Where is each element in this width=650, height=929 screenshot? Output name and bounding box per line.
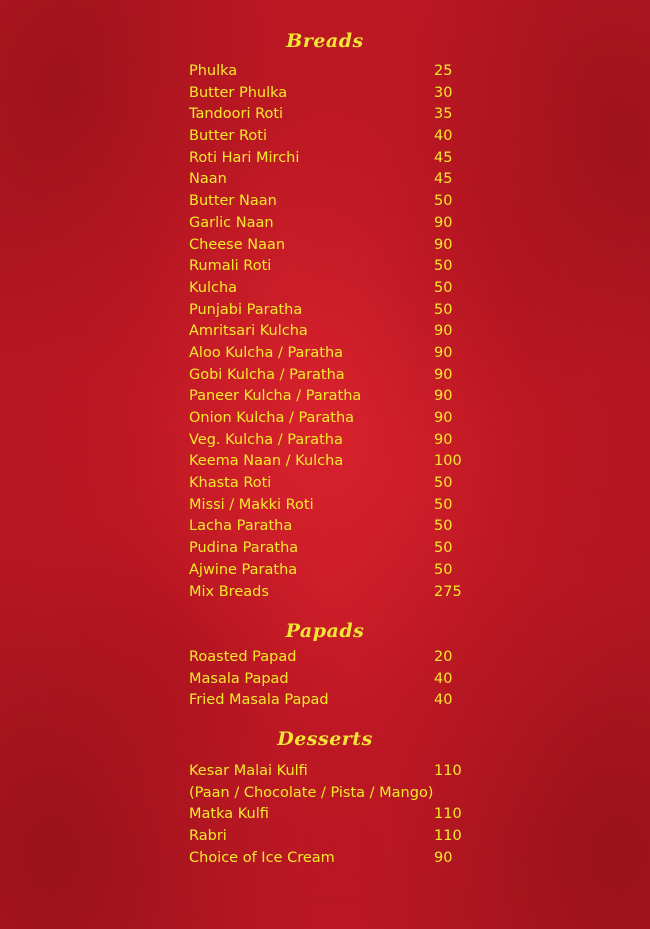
- item-price: 275: [434, 583, 462, 600]
- menu-item: [189, 126, 489, 148]
- menu-item: [189, 451, 489, 473]
- item-price: 50: [434, 475, 453, 492]
- item-name: Roasted Papad: [189, 649, 297, 665]
- item-name: Choice of Ice Cream: [189, 849, 335, 866]
- menu-item: [189, 104, 489, 126]
- item-name: Matka Kulfi: [189, 806, 269, 823]
- menu-item: [189, 343, 489, 365]
- menu-item: [189, 538, 489, 560]
- item-price: 110: [434, 806, 462, 823]
- papads-list: [189, 647, 489, 712]
- item-name: Aloo Kulcha / Paratha: [189, 344, 344, 361]
- item-price: 110: [434, 763, 462, 779]
- item-name: Butter Naan: [189, 193, 277, 210]
- menu-item: [189, 430, 489, 452]
- menu-item: [189, 365, 489, 387]
- item-price: 35: [434, 106, 453, 123]
- menu-item: [189, 213, 489, 235]
- desserts-list: [189, 761, 489, 869]
- item-name: Cheese Naan: [189, 236, 286, 253]
- menu-item: [189, 148, 489, 170]
- item-name: Missi / Makki Roti: [189, 496, 314, 513]
- item-name: Gobi Kulcha / Paratha: [189, 366, 345, 383]
- item-name: Punjabi Paratha: [189, 301, 303, 318]
- item-price: 50: [434, 561, 453, 578]
- item-price: 50: [434, 518, 453, 535]
- item-price: 30: [434, 84, 453, 101]
- item-price: 90: [434, 849, 453, 866]
- item-name: Masala Papad: [189, 670, 289, 687]
- menu-item: [189, 256, 489, 278]
- item-price: 100: [434, 453, 462, 470]
- item-name: Ajwine Paratha: [189, 561, 298, 578]
- menu-item: [189, 690, 489, 712]
- menu-item: [189, 582, 489, 604]
- item-name: Lacha Paratha: [189, 518, 293, 535]
- item-price: 110: [434, 828, 462, 845]
- item-name: Kulcha: [189, 279, 238, 296]
- item-name: Roti Hari Mirchi: [189, 149, 300, 166]
- item-name: Keema Naan / Kulcha: [189, 453, 344, 470]
- kulfi-flavours-note: (Paan / Chocolate / Pista / Mango): [189, 784, 434, 801]
- menu-item: [189, 235, 489, 257]
- section-title-papads: Papads: [285, 620, 365, 642]
- item-name: Fried Masala Papad: [189, 692, 329, 709]
- item-price: 50: [434, 301, 453, 318]
- item-price: 50: [434, 496, 453, 513]
- menu-item: [189, 804, 489, 826]
- item-name: Onion Kulcha / Paratha: [189, 410, 355, 426]
- item-name: Khasta Roti: [189, 475, 272, 492]
- menu-item: [189, 495, 489, 517]
- item-name: Butter Phulka: [189, 84, 288, 101]
- item-name: Rabri: [189, 828, 227, 845]
- item-name: Kesar Malai Kulfi: [189, 763, 308, 779]
- menu-item: [189, 300, 489, 322]
- item-name: Phulka: [189, 63, 238, 79]
- section-title-desserts: Desserts: [277, 728, 373, 750]
- item-name: Pudina Paratha: [189, 540, 299, 557]
- item-name: Tandoori Roti: [189, 106, 284, 123]
- item-name: Amritsari Kulcha: [189, 323, 308, 340]
- item-price: 50: [434, 193, 453, 210]
- item-price: 90: [434, 431, 453, 448]
- item-price: 25: [434, 63, 453, 79]
- item-name: Rumali Roti: [189, 258, 272, 275]
- item-name: Butter Roti: [189, 128, 268, 145]
- item-price: 90: [434, 323, 453, 340]
- item-name: Veg. Kulcha / Paratha: [189, 431, 343, 448]
- item-name: Mix Breads: [189, 583, 269, 600]
- menu-item: [189, 408, 489, 430]
- menu-item: [189, 83, 489, 105]
- menu-item: [189, 61, 489, 83]
- item-price: 50: [434, 279, 453, 296]
- item-price: 50: [434, 540, 453, 557]
- item-price: 90: [434, 214, 453, 231]
- item-price: 90: [434, 366, 453, 383]
- menu-item: [189, 761, 489, 783]
- menu-item: [189, 826, 489, 848]
- menu-item: [189, 647, 489, 669]
- item-price: 45: [434, 149, 453, 166]
- menu-item: [189, 278, 489, 300]
- menu-item: [189, 386, 489, 408]
- item-price: 90: [434, 388, 453, 405]
- item-name: Paneer Kulcha / Paratha: [189, 388, 362, 405]
- menu-item: [189, 669, 489, 691]
- item-price: 90: [434, 236, 453, 253]
- menu-item: [189, 848, 489, 870]
- menu-item: [189, 191, 489, 213]
- item-name: Garlic Naan: [189, 214, 274, 231]
- menu-item: [189, 321, 489, 343]
- item-price: 40: [434, 692, 453, 709]
- item-price: 45: [434, 171, 453, 188]
- item-name: Naan: [189, 171, 227, 188]
- item-price: 40: [434, 128, 453, 145]
- menu-item: [189, 516, 489, 538]
- breads-list: [189, 61, 489, 603]
- item-price: 50: [434, 258, 453, 275]
- item-price: 40: [434, 670, 453, 687]
- section-title-breads: Breads: [286, 30, 364, 52]
- item-price: 20: [434, 649, 453, 665]
- menu-item: [189, 473, 489, 495]
- menu-item: [189, 560, 489, 582]
- menu-item: [189, 169, 489, 191]
- item-price: 90: [434, 344, 453, 361]
- item-price: 90: [434, 410, 453, 426]
